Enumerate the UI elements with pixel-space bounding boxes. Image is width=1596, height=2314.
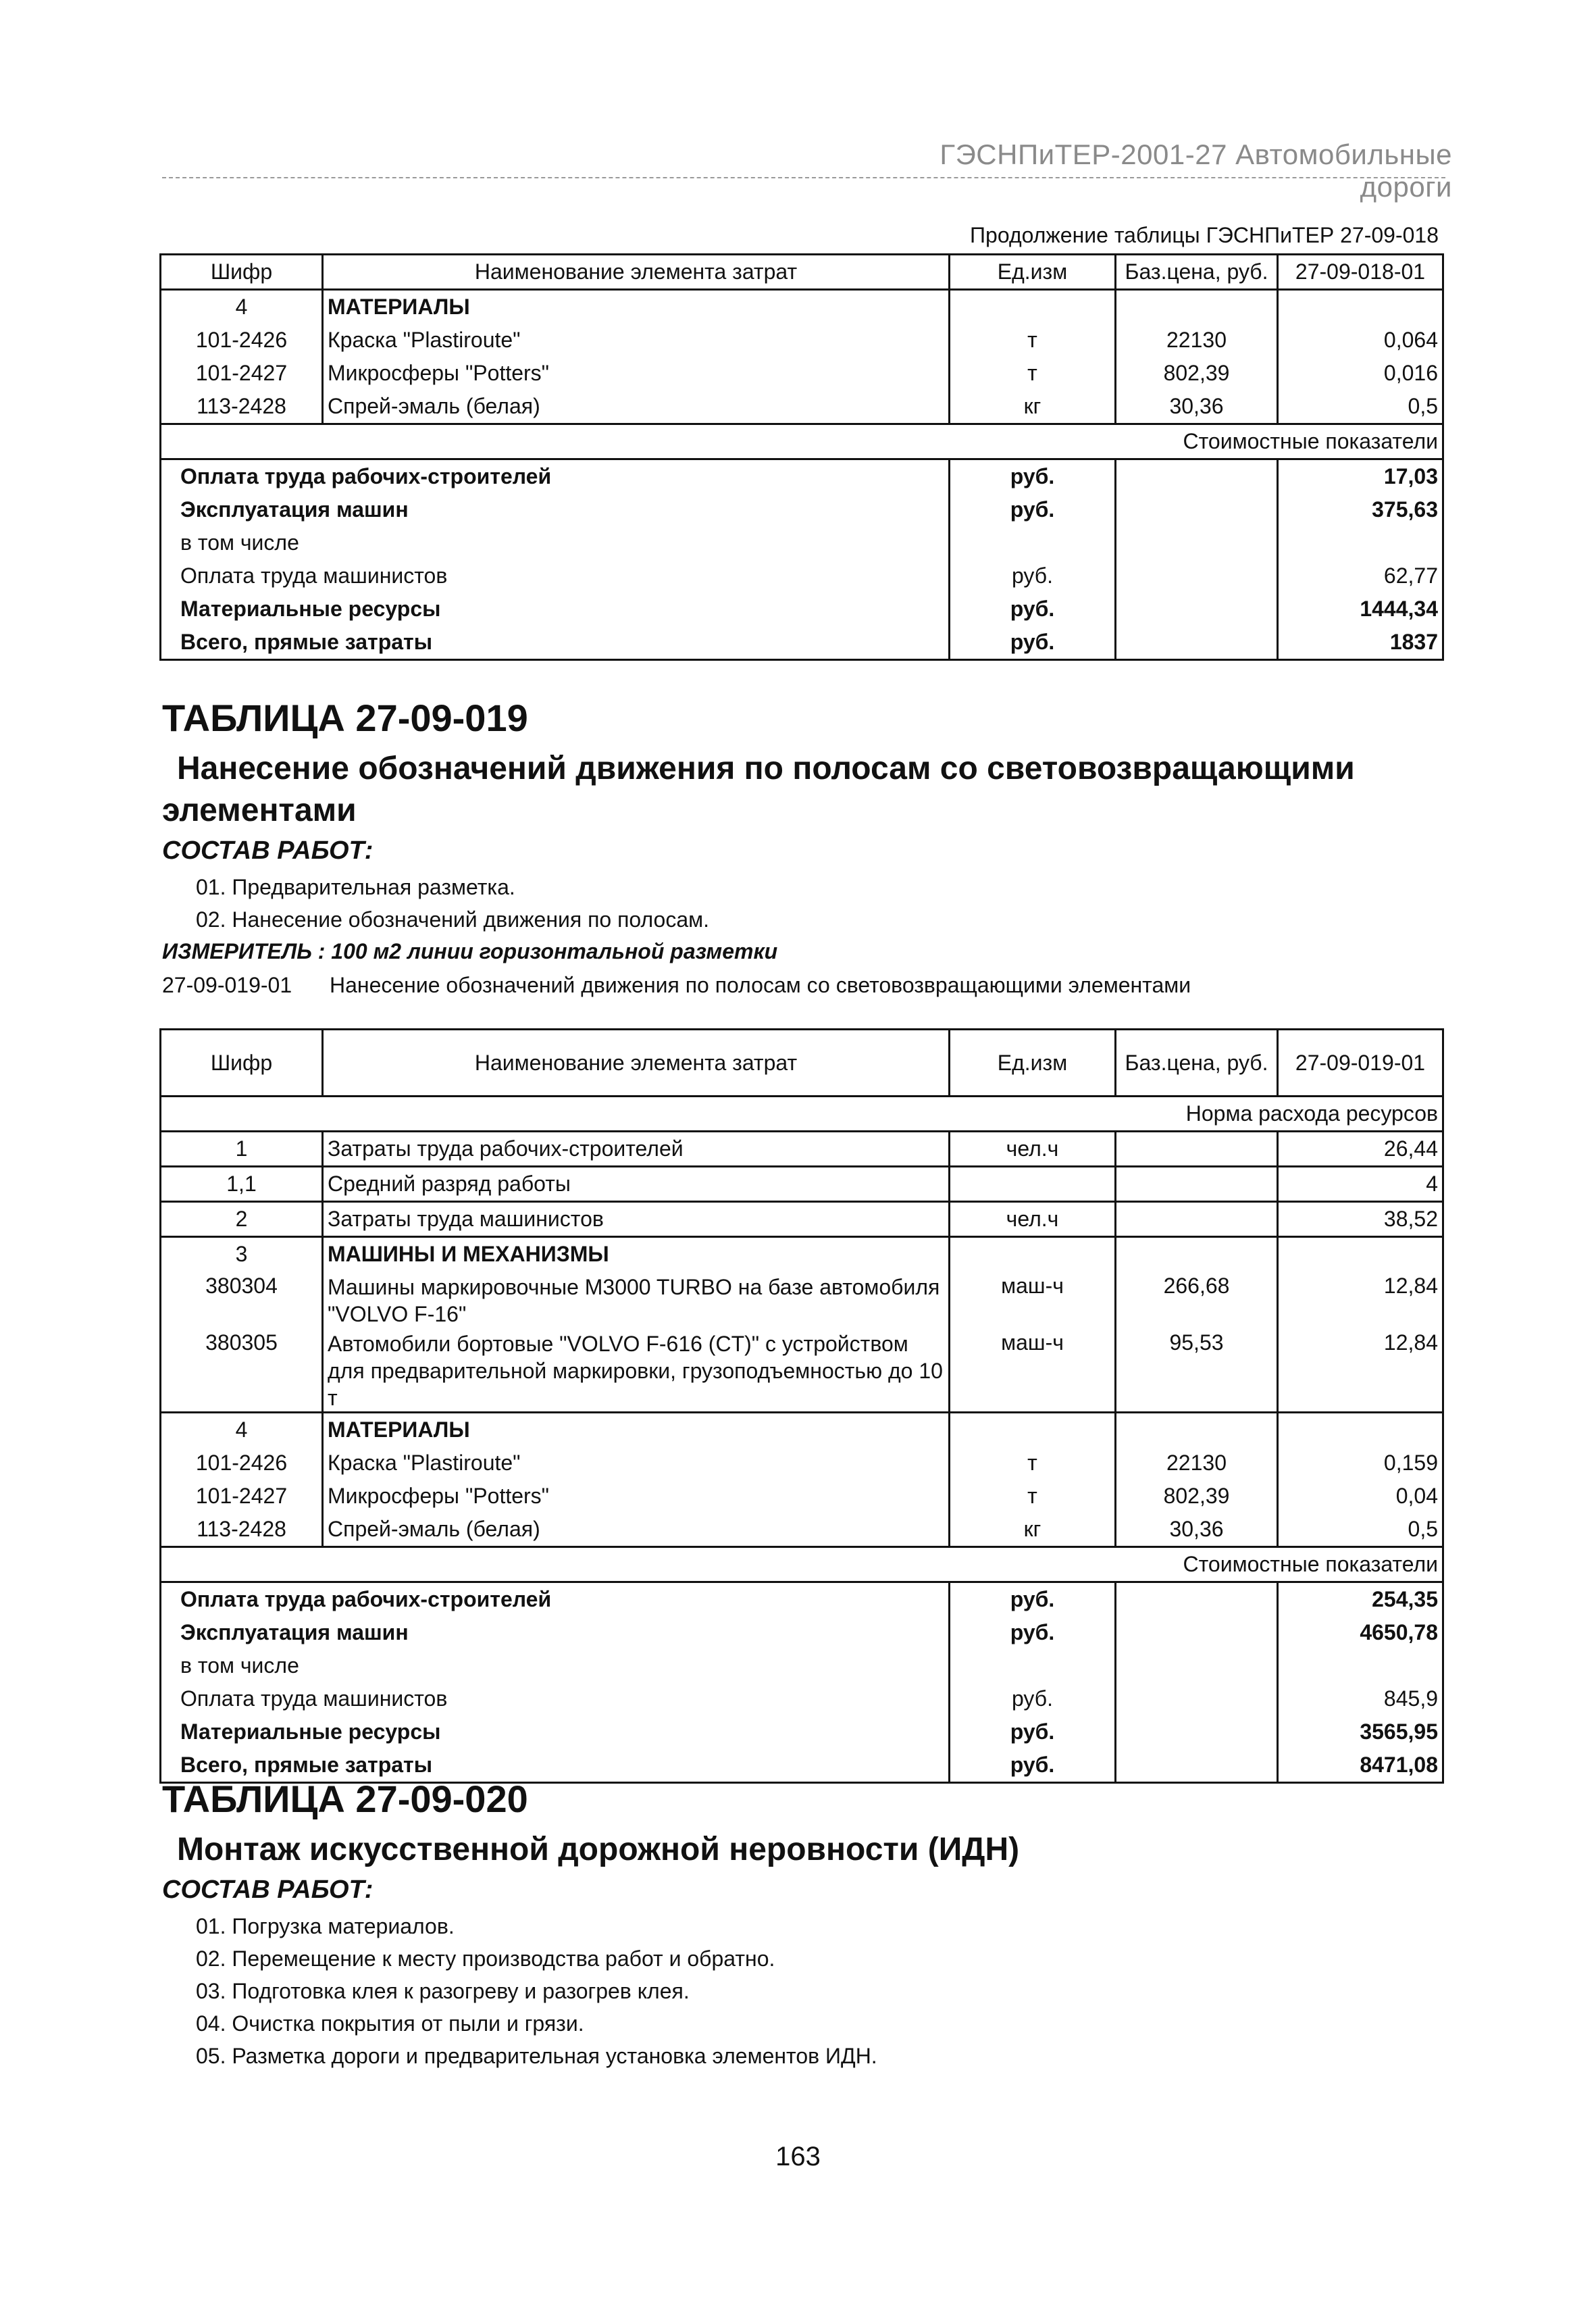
work-item: 05. Разметка дороги и предварительная установка элементов ИДН. (196, 2044, 877, 2068)
table-row: 1,1 Средний разряд работы 4 (161, 1167, 1443, 1202)
works-label-019: СОСТАВ РАБОТ: (162, 836, 374, 865)
section-row: 3 МАШИНЫ И МЕХАНИЗМЫ (161, 1237, 1443, 1272)
measure-019: ИЗМЕРИТЕЛЬ : 100 м2 линии горизонтальной разметки (162, 939, 778, 963)
col-header-norm: 27-09-019-01 (1278, 1030, 1443, 1097)
item-code-019: 27-09-019-01 (162, 973, 292, 997)
col-header-price: Баз.цена, руб. (1116, 255, 1278, 290)
work-item: 02. Нанесение обозначений движения по полосам. (196, 907, 710, 932)
summary-row: Всего, прямые затраты руб. 1837 (161, 626, 1443, 660)
item-name-019: Нанесение обозначений движения по полосам со световозвращающими элементами (330, 973, 1191, 997)
summary-row: в том числе (161, 526, 1443, 559)
table-row: 380305 Автомобили бортовые "VOLVO F-616 (CT)" с устройством для предварительной маркировки, грузоподъемностью до 10 т маш-ч 95,53 12,84 (161, 1328, 1443, 1413)
section-title-020: Монтаж искусственной дорожной неровности (ИДН) (177, 1832, 1020, 1867)
section-title-019-line1: Нанесение обозначений движения по полосам со световозвращающими (177, 751, 1355, 786)
work-item: 01. Погрузка материалов. (196, 1914, 455, 1938)
table-row: 2 Затраты труда машинистов чел.ч 38,52 (161, 1202, 1443, 1237)
work-item: 01. Предварительная разметка. (196, 875, 515, 899)
col-header-price: Баз.цена, руб. (1116, 1030, 1278, 1097)
summary-row: Оплата труда рабочих-строителей руб. 17,03 (161, 459, 1443, 494)
col-header-name: Наименование элемента затрат (323, 1030, 950, 1097)
col-header-name: Наименование элемента затрат (323, 255, 950, 290)
header-rule (162, 177, 1445, 178)
col-header-code: Шифр (161, 1030, 323, 1097)
summary-row: Оплата труда рабочих-строителей руб. 254,35 (161, 1582, 1443, 1617)
table-continuation-caption: Продолжение таблицы ГЭСНПиТЕР 27-09-018 (970, 223, 1439, 247)
works-label-020: СОСТАВ РАБОТ: (162, 1876, 374, 1904)
table-row: 380304 Машины маркировочные M3000 TURBO на базе автомобиля "VOLVO F-16" маш-ч 266,68 12,84 (161, 1271, 1443, 1328)
page-number: 163 (775, 2142, 821, 2171)
summary-row: Эксплуатация машин руб. 375,63 (161, 493, 1443, 526)
summary-row: Оплата труда машинистов руб. 62,77 (161, 559, 1443, 593)
summary-row: Материальные ресурсы руб. 3565,95 (161, 1715, 1443, 1749)
cost-header-row: Стоимостные показатели (161, 424, 1443, 459)
table-27-09-018 (159, 253, 1444, 661)
section-title-019-line2: элементами (162, 793, 357, 828)
col-header-unit: Ед.изм (950, 1030, 1116, 1097)
table-title-019: ТАБЛИЦА 27-09-019 (162, 697, 528, 739)
running-title: ГЭСНПиТЕР-2001-27 Автомобильные дороги (939, 139, 1452, 203)
summary-row: Оплата труда машинистов руб. 845,9 (161, 1682, 1443, 1715)
summary-row: Материальные ресурсы руб. 1444,34 (161, 593, 1443, 626)
summary-row: в том числе (161, 1649, 1443, 1682)
summary-row: Всего, прямые затраты руб. 8471,08 (161, 1749, 1443, 1783)
table-row: 113-2428 Спрей-эмаль (белая) кг 30,36 0,5 (161, 1513, 1443, 1547)
section-row: 4 МАТЕРИАЛЫ (161, 1413, 1443, 1447)
work-item: 03. Подготовка клея к разогреву и разогрев клея. (196, 1979, 690, 2003)
col-header-norm: 27-09-018-01 (1278, 255, 1443, 290)
work-item: 02. Перемещение к месту производства работ и обратно. (196, 1946, 775, 1971)
cost-header-row: Стоимостные показатели (161, 1547, 1443, 1582)
table-27-09-019 (159, 1028, 1444, 1784)
table-row: 101-2426 Краска "Plastiroute" т 22130 0,064 (161, 324, 1443, 357)
col-header-unit: Ед.изм (950, 255, 1116, 290)
col-header-code: Шифр (161, 255, 323, 290)
table-row: 101-2426 Краска "Plastiroute" т 22130 0,159 (161, 1447, 1443, 1480)
summary-row: Эксплуатация машин руб. 4650,78 (161, 1616, 1443, 1649)
section-row: 4 МАТЕРИАЛЫ (161, 290, 1443, 324)
table-title-020: ТАБЛИЦА 27-09-020 (162, 1778, 528, 1820)
norm-header-row: Норма расхода ресурсов (161, 1097, 1443, 1132)
work-item: 04. Очистка покрытия от пыли и грязи. (196, 2011, 584, 2036)
table-row: 113-2428 Спрей-эмаль (белая) кг 30,36 0,5 (161, 390, 1443, 424)
table-row: 101-2427 Микросферы "Potters" т 802,39 0,016 (161, 357, 1443, 390)
table-row: 1 Затраты труда рабочих-строителей чел.ч 26,44 (161, 1132, 1443, 1167)
table-row: 101-2427 Микросферы "Potters" т 802,39 0,04 (161, 1480, 1443, 1513)
